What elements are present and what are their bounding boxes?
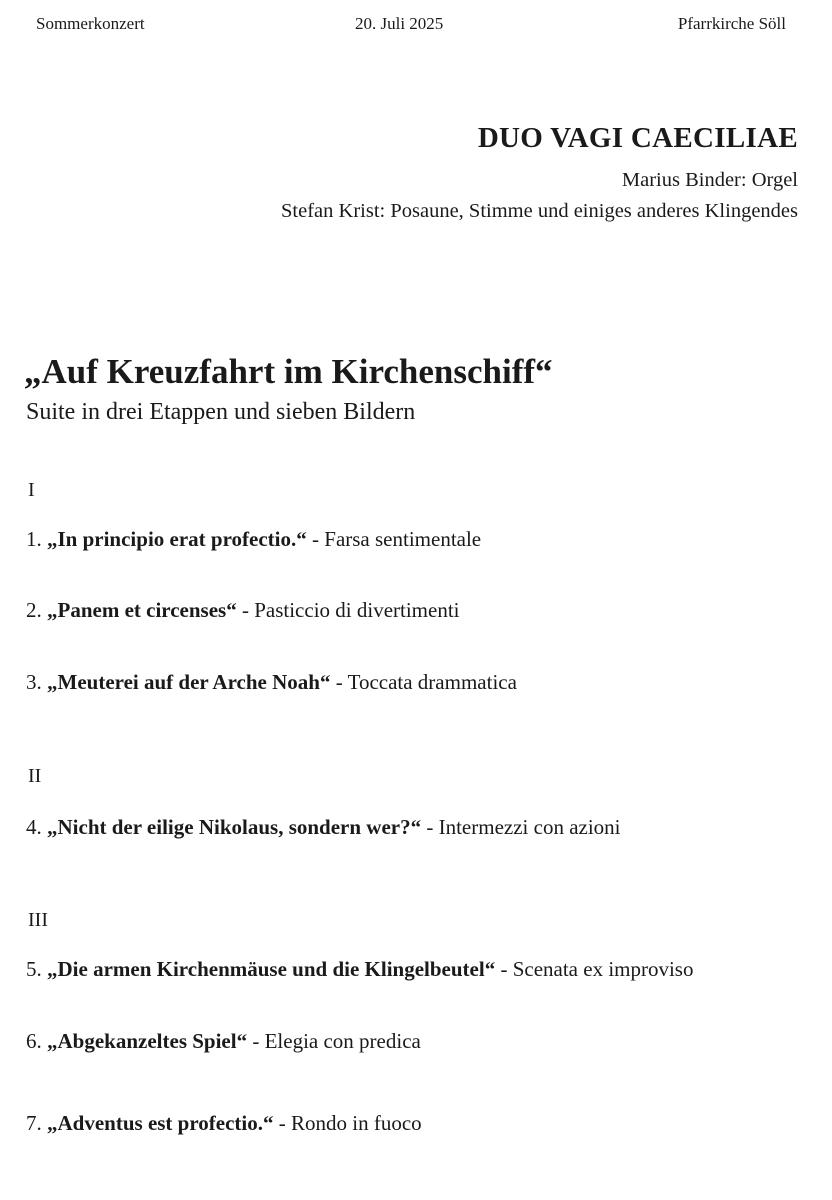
item-number: 1. xyxy=(26,527,42,551)
header-date: 20. Juli 2025 xyxy=(355,14,444,33)
item-form: - Farsa sentimentale xyxy=(312,527,482,551)
item-number: 3. xyxy=(26,670,42,694)
performer-trombone: Stefan Krist: Posaune, Stimme und einiges anderes Klingendes xyxy=(281,200,798,222)
stage-heading-2: II xyxy=(28,765,42,787)
program-item-6 xyxy=(26,1029,421,1054)
stage-heading-3: III xyxy=(28,909,48,931)
item-title: „Nicht der eilige Nikolaus, sondern wer?“ xyxy=(47,815,422,839)
item-number: 4. xyxy=(26,815,42,839)
item-form: - Scenata ex improviso xyxy=(500,957,694,981)
item-form: - Intermezzi con azioni xyxy=(426,815,621,839)
item-title: „Panem et circenses“ xyxy=(47,598,237,622)
ensemble-name: DUO VAGI CAECILIAE xyxy=(477,122,798,154)
stage-heading-1: I xyxy=(28,479,35,501)
item-form: - Pasticcio di divertimenti xyxy=(241,598,460,622)
performer-organ: Marius Binder: Orgel xyxy=(621,169,798,191)
item-title: „Die armen Kirchenmäuse und die Klingelbeutel“ xyxy=(47,957,496,981)
program-item-2 xyxy=(26,598,460,623)
item-number: 6. xyxy=(26,1029,42,1053)
program-item-4 xyxy=(26,815,621,840)
program-item-5 xyxy=(26,957,693,982)
header-venue: Pfarrkirche Söll xyxy=(677,14,786,33)
item-form: - Elegia con predica xyxy=(252,1029,421,1053)
item-form: - Rondo in fuoco xyxy=(278,1111,422,1135)
item-number: 5. xyxy=(26,957,42,981)
program-subtitle: Suite in drei Etappen und sieben Bildern xyxy=(26,399,416,425)
header-event: Sommerkonzert xyxy=(36,14,145,33)
item-number: 2. xyxy=(26,598,42,622)
item-number: 7. xyxy=(26,1111,42,1135)
item-title: „Meuterei auf der Arche Noah“ xyxy=(47,670,331,694)
item-title: „Abgekanzeltes Spiel“ xyxy=(47,1029,248,1053)
item-title: „In principio erat profectio.“ xyxy=(47,527,307,551)
item-title: „Adventus est profectio.“ xyxy=(47,1111,274,1135)
program-item-3 xyxy=(26,670,517,695)
program-title: „Auf Kreuzfahrt im Kirchenschiff“ xyxy=(24,352,553,391)
program-item-7 xyxy=(26,1111,422,1136)
program-item-1 xyxy=(26,527,481,552)
item-form: - Toccata drammatica xyxy=(335,670,517,694)
